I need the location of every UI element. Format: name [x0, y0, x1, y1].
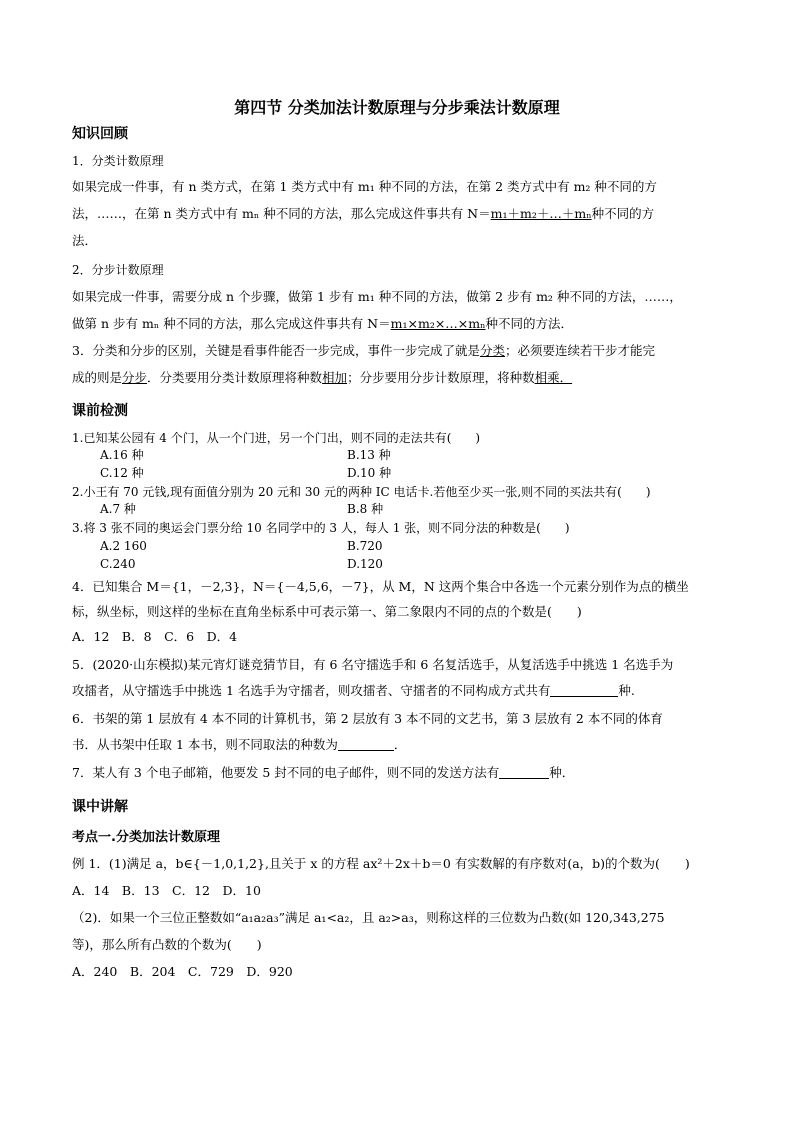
q6-line1: 6．书架的第 1 层放有 4 本不同的计算机书，第 2 层放有 3 本不同的文艺书，第 3 层放有 2 本不同的体育 [72, 711, 663, 726]
item3-keyword-multiply: 相乘． [534, 370, 573, 385]
example1-part2-line1: （2)．如果一个三位正整数如“a₁a₂a₃”满足 a₁<a₂，且 a₂>a₃，则称这样的三位数为凸数(如 120,343,275 [72, 910, 665, 925]
q7-tail: 种． [549, 765, 575, 780]
item1-line2 [72, 205, 654, 223]
item2-product-formula: m₁×m₂×…×mₙ [390, 316, 486, 331]
example1-part1: 例 1．(1)满足 a，b∈{－1,0,1,2},且关于 x 的方程 ax²＋2x＋b＝0 有实数解的有序数对(a，b)的个数为( ) [72, 856, 690, 871]
q5-line2 [72, 682, 635, 700]
q7-text: 7．某人有 3 个电子邮箱，他要发 5 封不同的电子邮件，则不同的发送方法有 [72, 765, 500, 780]
q6-line2-tail: ． [393, 737, 407, 752]
q5-line1: 5．(2020·山东模拟)某元宵灯谜竞猜节目，有 6 名守擂选手和 6 名复活选手，从复活选手中挑选 1 名选手为 [72, 657, 674, 672]
example1-part2-options: A．240 B．204 C．729 D．920 [72, 964, 293, 979]
item2-line2-tail: 种不同的方法． [485, 316, 574, 331]
item2-line2-text: 做第 n 步有 mₙ 种不同的方法，那么完成这件事共有 N＝ [72, 316, 391, 331]
q3-option-d: D.120 [347, 557, 383, 571]
item3-line2 [72, 369, 572, 387]
q4-options: A．12 B．8 C．6 D．4 [72, 629, 238, 644]
item2-heading: 2．分步计数原理 [72, 263, 164, 277]
q2-option-b: B.8 种 [347, 502, 384, 516]
q1-option-b: B.13 种 [347, 448, 391, 462]
section-heading-lecture: 课中讲解 [72, 799, 128, 815]
item3-keyword-classify: 分类 [479, 343, 505, 358]
item2-line1: 如果完成一件事，需要分成 n 个步骤，做第 1 步有 m₁ 种不同的方法，做第 2 步有 m₂ 种不同的方法，……， [72, 289, 682, 304]
item3-line1 [72, 342, 655, 360]
item3-keyword-step: 分步 [122, 370, 148, 385]
q7-line [72, 764, 574, 782]
item3-keyword-add: 相加 [322, 370, 348, 385]
q3-option-b: B.720 [347, 539, 383, 553]
q3-option-a: A.2 160 [100, 539, 147, 553]
item1-line3: 法． [72, 233, 98, 248]
item1-heading: 1．分类计数原理 [72, 154, 164, 168]
q4-line1: 4．已知集合 M＝{1，－2,3}，N＝{－4,5,6，－7}，从 M，N 这两个集合中各选一个元素分别作为点的横坐 [72, 579, 689, 594]
example1-part1-options: A．14 B．13 C．12 D．10 [72, 883, 261, 898]
q1-text: 1.已知某公园有 4 个门，从一个门进，另一个门出，则不同的走法共有( ) [72, 431, 481, 445]
item3-line2-text-b: ．分类要用分类计数原理将种数 [147, 370, 323, 385]
item1-line2-tail: 种不同的方 [591, 206, 655, 221]
q3-text: 3.将 3 张不同的奥运会门票分给 10 名同学中的 3 人，每人 1 张，则不同分法的种数是( ) [72, 521, 570, 535]
item1-sum-formula: m₁＋m₂＋…＋mₙ [490, 206, 592, 221]
item1-line1: 如果完成一件事，有 n 类方式，在第 1 类方式中有 m₁ 种不同的方法，在第 2 类方式中有 m₂ 种不同的方 [72, 179, 657, 194]
item3-line1-text: 3．分类和分步的区别，关键是看事件能否一步完成，事件一步完成了就是 [72, 343, 480, 358]
q1-option-a: A.16 种 [100, 448, 144, 462]
example1-part2-line2: 等)，那么所有凸数的个数为( ) [72, 937, 262, 952]
section-heading-pretest: 课前检测 [72, 403, 128, 419]
q1-option-c: C.12 种 [100, 466, 144, 480]
page-title: 第四节 分类加法计数原理与分步乘法计数原理 [234, 98, 560, 117]
q6-line2 [72, 736, 406, 754]
item3-line1-tail: ；必须要连续若干步才能完 [504, 343, 655, 358]
q5-line2-text: 攻擂者，从守擂选手中挑选 1 名选手为守擂者，则攻擂者、守擂者的不同构成方式共有 [72, 683, 551, 698]
q7-answer-blank[interactable] [499, 765, 549, 779]
q2-option-a: A.7 种 [100, 502, 136, 516]
item3-line2-text-c: ；分步要用分步计数原理，将种数 [347, 370, 535, 385]
q5-answer-blank[interactable] [550, 683, 618, 697]
q6-answer-blank[interactable] [338, 737, 394, 751]
q2-text: 2.小王有 70 元钱,现有面值分别为 20 元和 30 元的两种 IC 电话卡.若他至少买一张,则不同的买法共有( ) [72, 485, 651, 499]
q3-option-c: C.240 [100, 557, 136, 571]
item2-line2 [72, 315, 573, 333]
q4-line2: 标，纵坐标，则这样的坐标在直角坐标系中可表示第一、第二象限内不同的点的个数是( ) [72, 604, 582, 619]
q5-line2-tail: 种. [618, 683, 635, 698]
q1-option-d: D.10 种 [347, 466, 392, 480]
point1-heading: 考点一.分类加法计数原理 [72, 830, 220, 845]
q6-line2-text: 书．从书架中任取 1 本书，则不同取法的种数为 [72, 737, 338, 752]
section-heading-knowledge: 知识回顾 [72, 126, 128, 142]
item1-line2-text: 法，……，在第 n 类方式中有 mₙ 种不同的方法，那么完成这件事共有 N＝ [72, 206, 491, 221]
item3-line2-text-a: 成的则是 [72, 370, 123, 385]
